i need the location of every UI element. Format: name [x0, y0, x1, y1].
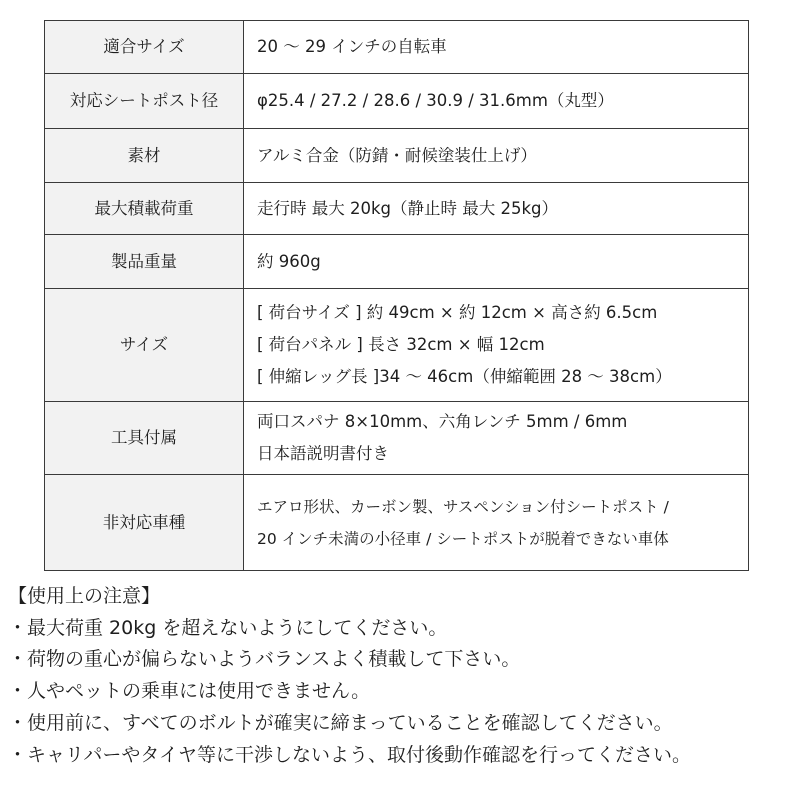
table-row — [45, 21, 749, 74]
value-line: 両口スパナ 8×10mm、六角レンチ 5mm / 6mm — [257, 412, 628, 431]
value-line: 走行時 最大 20kg（静止時 最大 25kg） — [257, 198, 559, 218]
row-label: 最大積載荷重 — [45, 183, 244, 235]
usage-notes — [8, 581, 793, 771]
row-label: 適合サイズ — [45, 21, 244, 74]
value-line: [ 荷台パネル ] 長さ 32cm × 幅 12cm — [257, 335, 545, 354]
value-line: 20 インチ未満の小径車 / シートポストが脱着できない車体 — [257, 529, 669, 548]
row-value — [244, 21, 749, 74]
note-item: ・荷物の重心が偏らないようバランスよく積載して下さい。 — [8, 648, 521, 671]
row-value — [244, 183, 749, 235]
row-label: 対応シートポスト径 — [45, 74, 244, 129]
value-line: 20 ～ 29 インチの自転車 — [257, 37, 447, 56]
row-value — [244, 475, 749, 571]
spec-table — [44, 20, 749, 571]
note-item: ・キャリパーやタイヤ等に干渉しないよう、取付後動作確認を行ってください。 — [8, 743, 692, 766]
value-line: 約 960g — [257, 251, 321, 271]
value-line: エアロ形状、カーボン製、サスペンション付シートポスト / — [257, 497, 669, 516]
row-value — [244, 129, 749, 183]
table-row — [45, 74, 749, 129]
row-label: 素材 — [45, 129, 244, 183]
table-row — [45, 402, 749, 475]
note-item: ・最大荷重 20kg を超えないようにしてください。 — [8, 616, 448, 639]
row-value — [244, 74, 749, 129]
notes-heading: 【使用上の注意】 — [8, 585, 161, 607]
value-line: [ 荷台サイズ ] 約 49cm × 約 12cm × 高さ約 6.5cm — [257, 303, 658, 322]
table-row — [45, 289, 749, 402]
note-item: ・人やペットの乗車には使用できません。 — [8, 680, 371, 703]
row-label: 製品重量 — [45, 235, 244, 289]
value-line: アルミ合金（防錆・耐候塗装仕上げ） — [257, 145, 537, 165]
value-line: 日本語説明書付き — [257, 444, 389, 463]
note-item: ・使用前に、すべてのボルトが確実に締まっていることを確認してください。 — [8, 711, 673, 734]
row-value — [244, 289, 749, 402]
table-row — [45, 183, 749, 235]
row-label: 非対応車種 — [45, 475, 244, 571]
value-line: φ25.4 / 27.2 / 28.6 / 30.9 / 31.6mm（丸型） — [257, 91, 614, 110]
row-value — [244, 235, 749, 289]
row-label: サイズ — [45, 289, 244, 402]
row-value — [244, 402, 749, 475]
table-row — [45, 235, 749, 289]
row-label: 工具付属 — [45, 402, 244, 475]
table-row — [45, 475, 749, 571]
value-line: [ 伸縮レッグ長 ]34 ～ 46cm（伸縮範囲 28 ～ 38cm） — [257, 367, 672, 386]
table-row — [45, 129, 749, 183]
